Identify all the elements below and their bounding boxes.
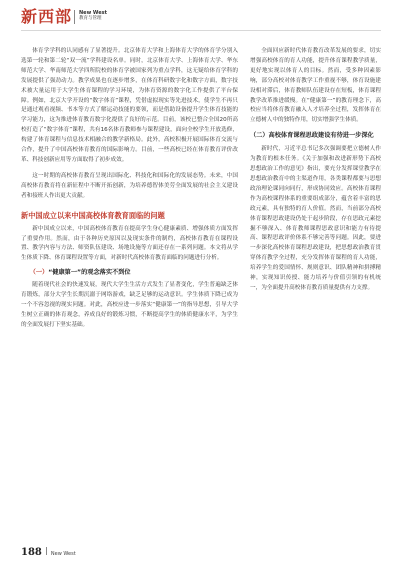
magazine-logo: 新西部: [21, 7, 73, 26]
body-paragraph: 新中国成立以来，中国高校体育教育在提高学生身心健康素质、增强体质方面发挥了重要作用。然而，由于各种历史原因以及现实条件的制约，高校体育教育在课程设置、教学内容与方法、师资队伍建设、场地设施等方面还存在一系列问题。本文将从学生体质下降、体育课程设置等方面，对新时代高校体育教育面临的问题进行分析。: [21, 225, 238, 262]
subsection-heading: （二）高校体育课程思政建设有待进一步深化: [250, 132, 374, 140]
subsection-title: “健康第一”的观念落实不到位: [48, 269, 131, 277]
footer-divider: [46, 547, 47, 555]
body-paragraph: 随着现代社会的快速发展，现代大学生生活方式发生了显著变化，学生普遍缺乏体育锻炼，部分大学生长期沉溺于网络游戏，缺乏足够的运动意识。学生体质下降已成为一个不容忽视的现实问题。对此，高校应进一步落实“健康第一”的指导思想，引导大学生树立正确的体育观念，养成良好的锻炼习惯，不断提高学生的体质健康水平，为学生的全面发展打下坚实基础。: [21, 282, 238, 328]
right-column: [250, 47, 381, 294]
footer-brand: New West: [50, 551, 76, 557]
body-paragraph: 全面回应新时代体育教育改革发展的要求，切实增强高校体育的育人功能，提升体育课程教学质量，更好地实现以体育人的目标。然而，受多种因素影响，部分高校对体育教学工作重视不够，体育设施建设相对滞后，体育教师队伍建设存在短板，体育课程教学改革推进缓慢。在“健康第一”的教育理念下，高校应当将体育教育融入人才培养全过程，发挥体育在立德树人中的独特作用，切实增强学生体质。: [250, 48, 381, 124]
brand-chinese: 教育与管理: [79, 16, 102, 21]
header-divider: [21, 30, 381, 31]
body-paragraph: 新时代，习近平总书记多次强调要把立德树人作为教育的根本任务。《关于加强和改进新形势下高校思想政治工作的意见》指出，要充分发挥课堂教学在思想政治教育中的主渠道作用，各类课程都要与思想政治理论课同向同行，形成协同效应。高校体育课程作为高校课程体系的重要组成部分，蕴含着丰富的思政元素，具有独特的育人价值。然而，当前部分高校体育课程思政建设仍处于起步阶段，存在思政元素挖掘不够深入、体育教师课程思政意识和能力有待提高、课程思政评价体系不够完善等问题。因此，要进一步深化高校体育课程思政建设，把思想政治教育贯穿体育教学全过程，充分发挥体育课程的育人功能，培养学生的爱国情怀、规则意识、团队精神和拼搏精神，实现知识传授、能力培养与价值引领的有机统一，为全面提升高校体育教育质量提供有力支撑。: [250, 146, 381, 291]
body-paragraph: 这一时期的高校体育教育呈现出国际化、科技化和国际化的发展态势。未来，中国高校体育教育将在新征程中不断开拓创新，为培养德智体美劳全面发展的社会主义建设者和接班人作出更大贡献。: [21, 172, 238, 199]
left-column: [21, 47, 238, 331]
page-number: 188: [21, 547, 42, 558]
body-paragraph: 体育学学科的认同感有了显著提升。北京体育大学和上海体育大学的体育学分别入选第一轮和第二轮“双一流”学科建设名单。同时，北京体育大学、上海体育大学、华东师范大学、华南师范大学四所院校的体育学被国家列为重点学科，这无疑给体育学科的发展提供了强劲动力。教学成果也在逐步增多，在体育科研数字化和数字方面，数字技术被大量运用于大学生体育课程的学习环境，为体育资源的数字化工作提供了平台保障。例如，北京大学开设的“数字体育”课程，凭借虚拟现实等先进技术，使学生不再只是通过观看视频、书本等方式了解运动技能的要领，而是借助设备提升学生体育技能的学习能力，这为推进体育教育数字化提供了良好的示范。目前，该校已整合全国20所高校打造了“数字体育”课程，共有16名体育教师参与课程建设，面向全校学生开放选修，构建了体育课程与信息技术相融合的教学新格局。此外，高校积极开展国际体育交流与合作，提升了中国高校体育教育的国际影响力。目前，一些高校已经在体育教育评价改革、科技创新应用等方面取得了初步成效。: [21, 48, 238, 163]
page-footer: [21, 540, 76, 558]
brand-english: New West: [79, 10, 108, 16]
subsection-number: （一）: [29, 269, 49, 277]
section-heading: 新中国成立以来中国高校体育教育面临的问题: [21, 210, 165, 220]
subsection-heading: [21, 268, 238, 278]
brand-block: [74, 10, 120, 24]
page-header: [0, 0, 402, 32]
